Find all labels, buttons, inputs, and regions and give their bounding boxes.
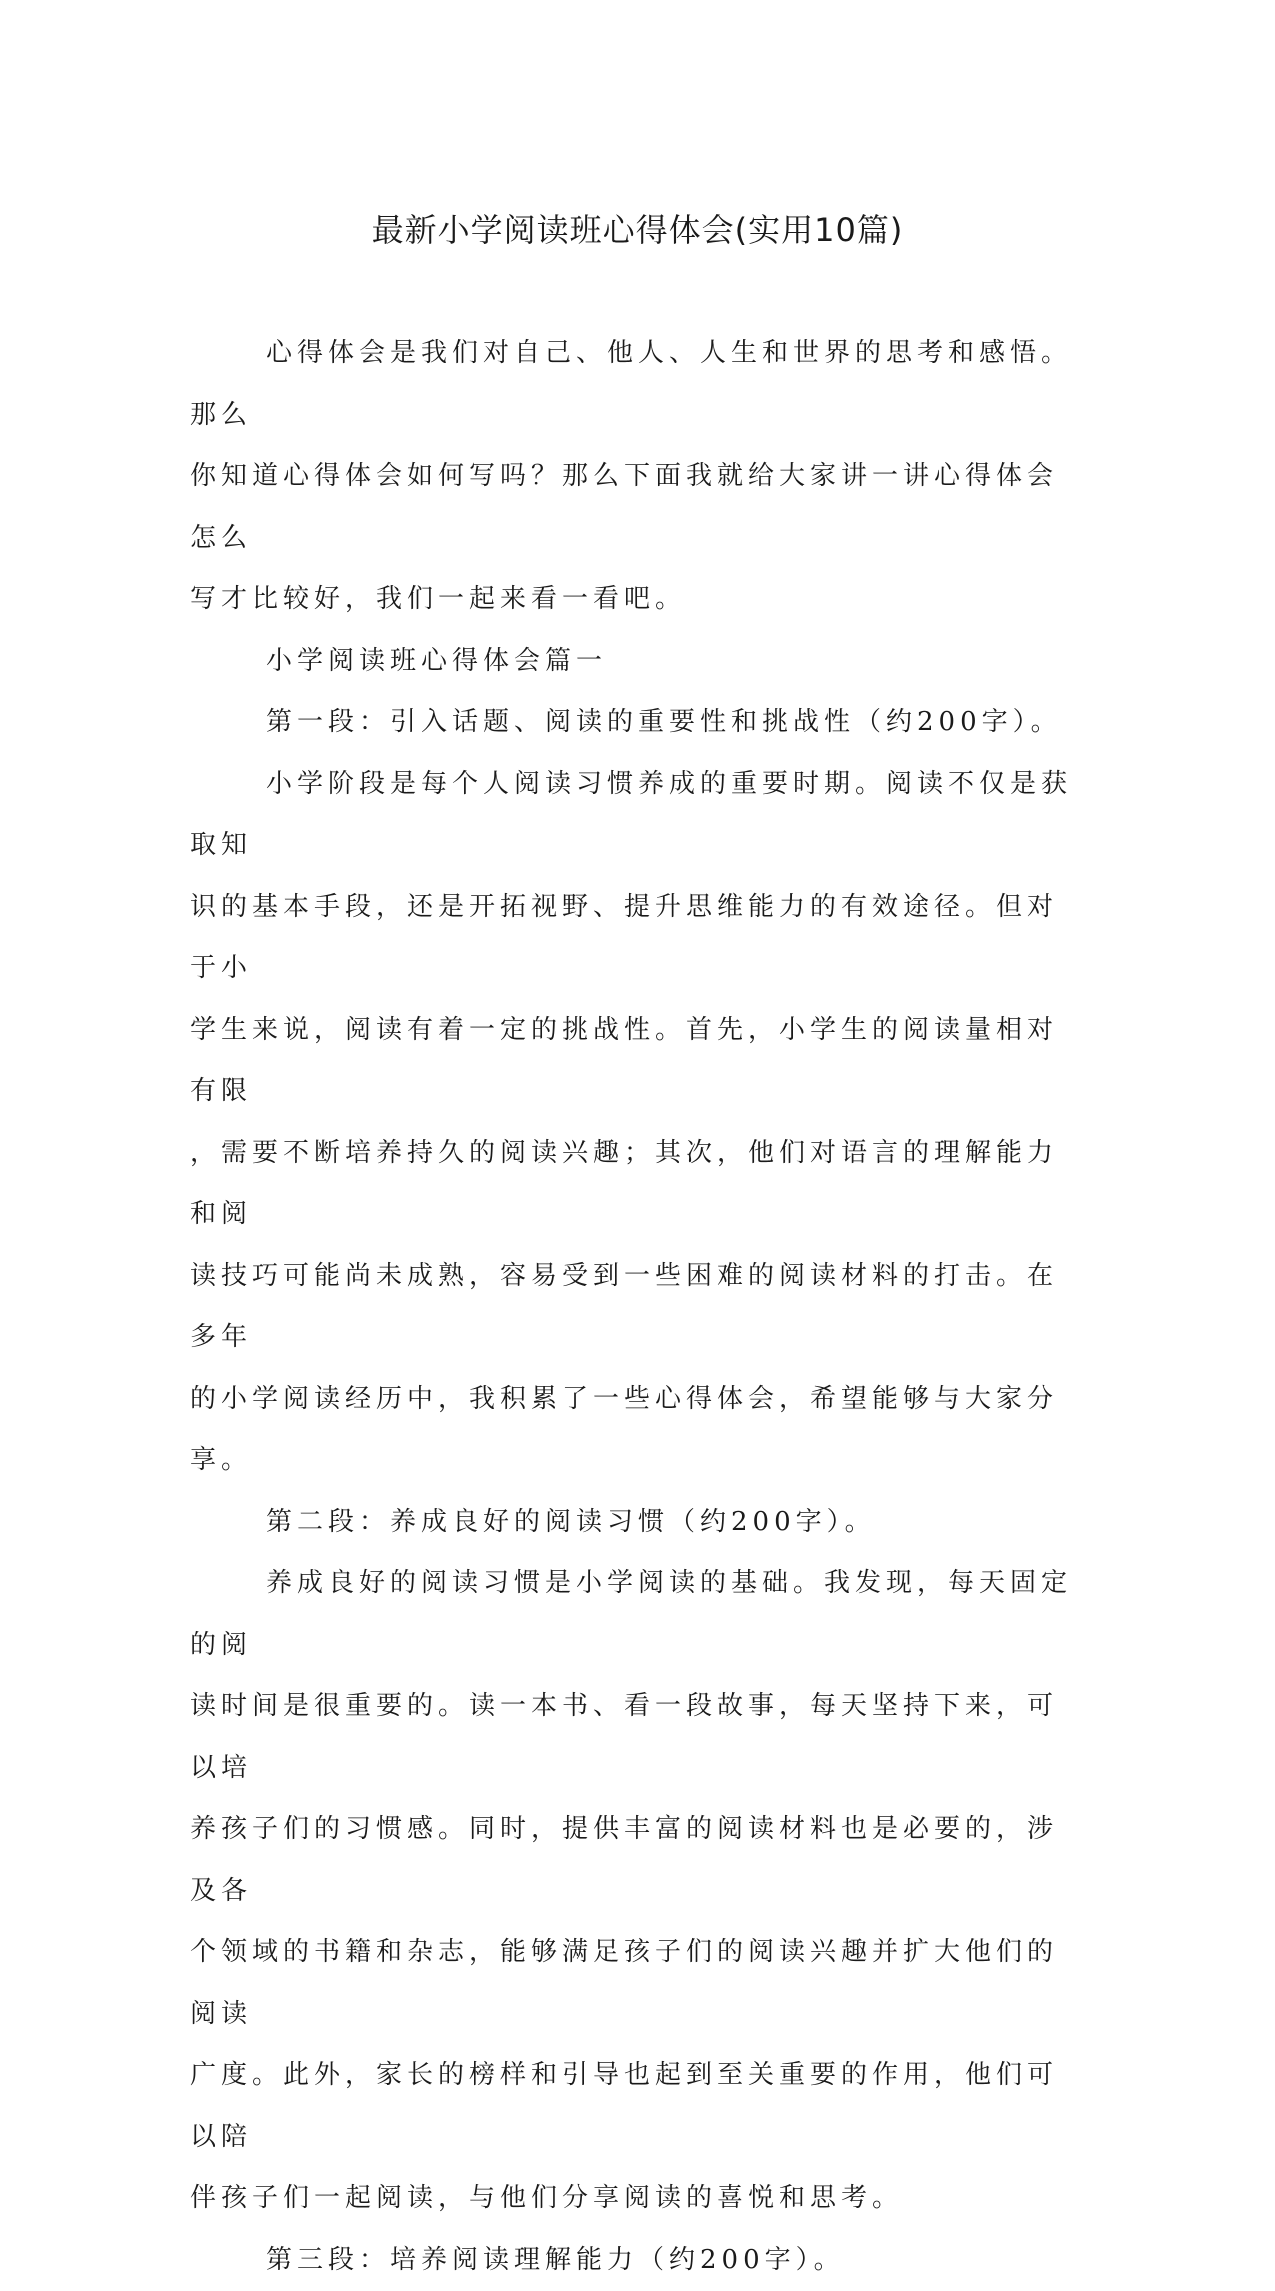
subheading-paragraph-three xyxy=(190,2230,1080,2291)
text-line: ，需要不断培养持久的阅读兴趣；其次，他们对语言的理解能力和阅 xyxy=(190,1123,1080,1246)
text-line: 养成良好的阅读习惯是小学阅读的基础。我发现，每天固定的阅 xyxy=(190,1553,1080,1676)
text-line: 写才比较好，我们一起来看一看吧。 xyxy=(190,569,1080,631)
text-line: 第三段：培养阅读理解能力（约200字）。 xyxy=(190,2230,1080,2291)
section-heading-part-one xyxy=(190,631,1080,693)
text-line: 个领域的书籍和杂志，能够满足孩子们的阅读兴趣并扩大他们的阅读 xyxy=(190,1922,1080,2045)
text-line: 读时间是很重要的。读一本书、看一段故事，每天坚持下来，可以培 xyxy=(190,1676,1080,1799)
text-line: 识的基本手段，还是开拓视野、提升思维能力的有效途径。但对于小 xyxy=(190,877,1080,1000)
text-line: 的小学阅读经历中，我积累了一些心得体会，希望能够与大家分享。 xyxy=(190,1369,1080,1492)
text-line: 心得体会是我们对自己、他人、人生和世界的思考和感悟。那么 xyxy=(190,323,1080,446)
document-title: 最新小学阅读班心得体会(实用10篇) xyxy=(0,208,1275,252)
text-line: 第一段：引入话题、阅读的重要性和挑战性（约200字）。 xyxy=(190,692,1080,754)
paragraph-one-body xyxy=(190,754,1080,1492)
text-line: 第二段：养成良好的阅读习惯（约200字）。 xyxy=(190,1492,1080,1554)
text-line: 读技巧可能尚未成熟，容易受到一些困难的阅读材料的打击。在多年 xyxy=(190,1246,1080,1369)
paragraph-two-body xyxy=(190,1553,1080,2230)
text-line: 你知道心得体会如何写吗？那么下面我就给大家讲一讲心得体会怎么 xyxy=(190,446,1080,569)
text-line: 小学阅读班心得体会篇一 xyxy=(190,631,1080,693)
text-line: 学生来说，阅读有着一定的挑战性。首先，小学生的阅读量相对有限 xyxy=(190,1000,1080,1123)
subheading-paragraph-two xyxy=(190,1492,1080,1554)
text-line: 伴孩子们一起阅读，与他们分享阅读的喜悦和思考。 xyxy=(190,2168,1080,2230)
text-line: 广度。此外，家长的榜样和引导也起到至关重要的作用，他们可以陪 xyxy=(190,2045,1080,2168)
text-line: 养孩子们的习惯感。同时，提供丰富的阅读材料也是必要的，涉及各 xyxy=(190,1799,1080,1922)
paragraph-intro xyxy=(190,323,1080,631)
text-line: 小学阶段是每个人阅读习惯养成的重要时期。阅读不仅是获取知 xyxy=(190,754,1080,877)
document-body xyxy=(190,323,1080,2291)
subheading-paragraph-one xyxy=(190,692,1080,754)
